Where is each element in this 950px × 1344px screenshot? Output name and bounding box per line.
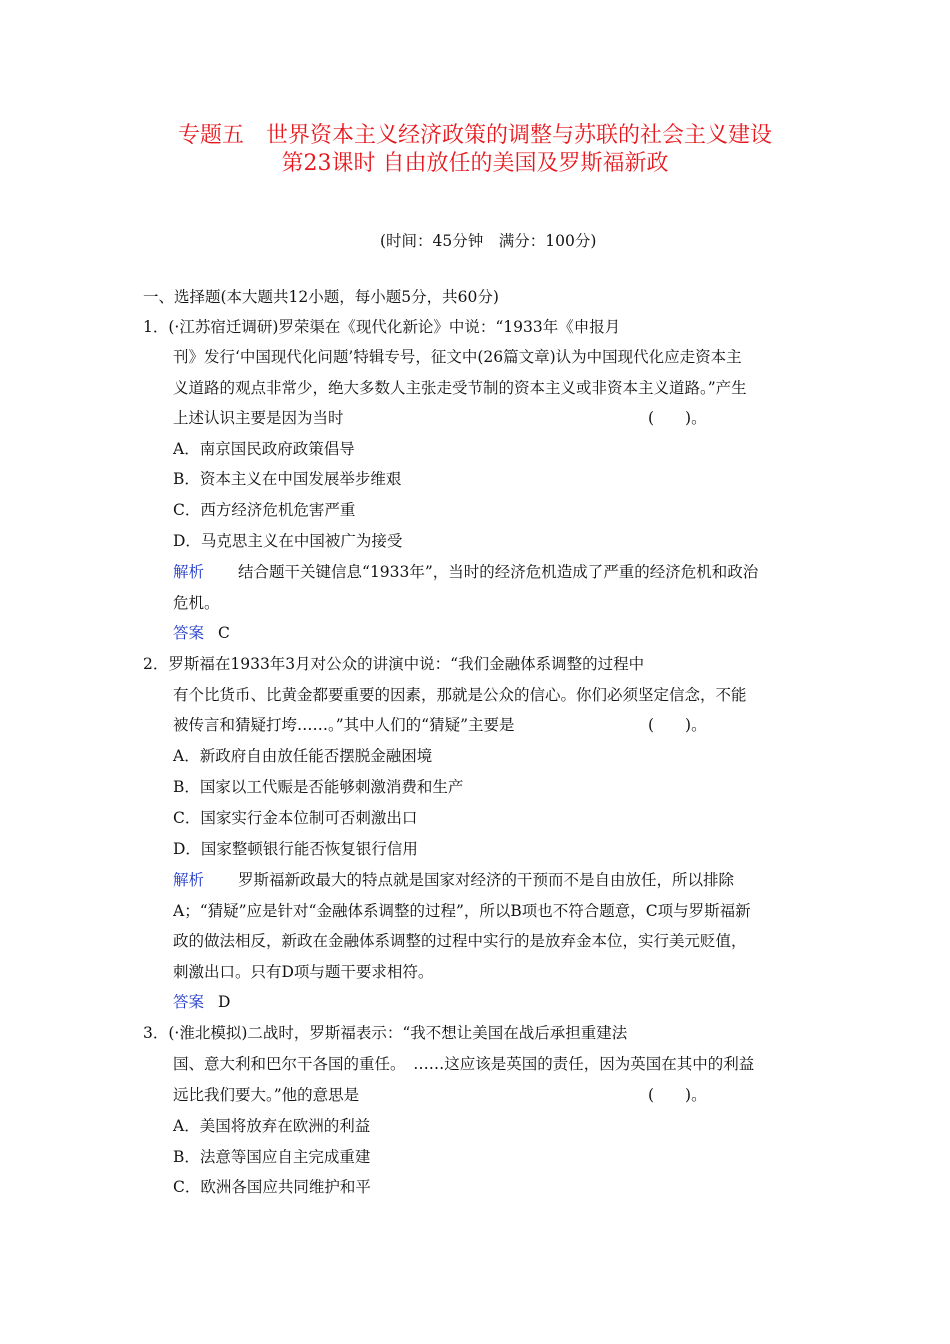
q1-analysis-line-1 [173, 562, 758, 582]
q2-answer-label: 答案 [173, 993, 205, 1011]
q1-answer-blank: ( )。 [648, 409, 707, 427]
q2-answer-blank: ( )。 [648, 716, 707, 734]
q1-stem-line-4: 上述认识主要是因为当时 [173, 409, 344, 427]
q1-option-c: C．西方经济危机危害严重 [173, 501, 356, 519]
q1-answer [173, 623, 230, 643]
q3-option-b: B．法意等国应自主完成重建 [173, 1148, 371, 1166]
q2-analysis-line-2: A；“猜疑”应是针对“金融体系调整的过程”，所以B项也不符合题意，C项与罗斯福新 [173, 902, 751, 920]
q3-answer-blank: ( )。 [648, 1086, 707, 1104]
q2-answer [173, 992, 230, 1012]
q3-stem-line-1: 3．(·淮北模拟)二战时，罗斯福表示：“我不想让美国在战后承担重建法 [143, 1024, 628, 1042]
q2-analysis-line-1 [173, 870, 734, 890]
time-info: (时间：45分钟 满分：100分) [380, 232, 597, 250]
q3-stem-line-2: 国、意大利和巴尔干各国的重任。 ……这应该是英国的责任，因为英国在其中的利益 [173, 1055, 755, 1073]
q2-answer-value: D [218, 993, 231, 1011]
section-heading: 一、选择题(本大题共12小题，每小题5分，共60分) [143, 288, 499, 306]
q1-stem-line-3: 义道路的观点非常少，绝大多数人主张走受节制的资本主义或非资本主义道路。”产生 [173, 379, 747, 397]
q1-stem-line-1: 1．(·江苏宿迁调研)罗荣渠在《现代化新论》中说：“1933年《申报月 [143, 318, 621, 336]
q1-answer-value: C [218, 624, 230, 642]
q2-analysis-text-1: 罗斯福新政最大的特点就是国家对经济的干预而不是自由放任，所以排除 [238, 871, 735, 889]
q2-stem-line-2: 有个比货币、比黄金都要重要的因素，那就是公众的信心。你们必须坚定信念，不能 [173, 686, 747, 704]
q2-option-c: C．国家实行金本位制可否刺激出口 [173, 809, 418, 827]
q1-stem-line-2: 刊》发行‘中国现代化问题’特辑专号，征文中(26篇文章)认为中国现代化应走资本主 [173, 348, 742, 366]
q2-option-a: A．新政府自由放任能否摆脱金融困境 [173, 747, 433, 765]
q3-option-c: C．欧洲各国应共同维护和平 [173, 1178, 371, 1196]
q2-analysis-line-4: 刺激出口。只有D项与题干要求相符。 [173, 963, 434, 981]
q1-analysis-text-1: 结合题干关键信息“1933年”，当时的经济危机造成了严重的经济危机和政治 [238, 563, 759, 581]
title-line-2: 第23课时 自由放任的美国及罗斯福新政 [281, 151, 669, 176]
q1-analysis-line-2: 危机。 [173, 594, 220, 612]
q2-option-d: D．国家整顿银行能否恢复银行信用 [173, 840, 418, 858]
q1-answer-label: 答案 [173, 624, 205, 642]
q3-option-a: A．美国将放弃在欧洲的利益 [173, 1117, 371, 1135]
q1-option-a: A．南京国民政府政策倡导 [173, 440, 355, 458]
q2-option-b: B．国家以工代赈是否能够刺激消费和生产 [173, 778, 464, 796]
q1-option-b: B．资本主义在中国发展举步维艰 [173, 470, 402, 488]
q1-option-d: D．马克思主义在中国被广为接受 [173, 532, 403, 550]
q2-stem-line-1: 2．罗斯福在1933年3月对公众的讲演中说：“我们金融体系调整的过程中 [143, 655, 645, 673]
title-line-1: 专题五 世界资本主义经济政策的调整与苏联的社会主义建设 [177, 123, 772, 148]
q2-stem-line-3: 被传言和猜疑打垮……。”其中人们的“猜疑”主要是 [173, 716, 515, 734]
q3-stem-line-3: 远比我们要大。”他的意思是 [173, 1086, 360, 1104]
q2-analysis-line-3: 政的做法相反，新政在金融体系调整的过程中实行的是放弃金本位，实行美元贬值， [173, 932, 747, 950]
q1-analysis-label: 解析 [173, 563, 205, 581]
q2-analysis-label: 解析 [173, 871, 205, 889]
